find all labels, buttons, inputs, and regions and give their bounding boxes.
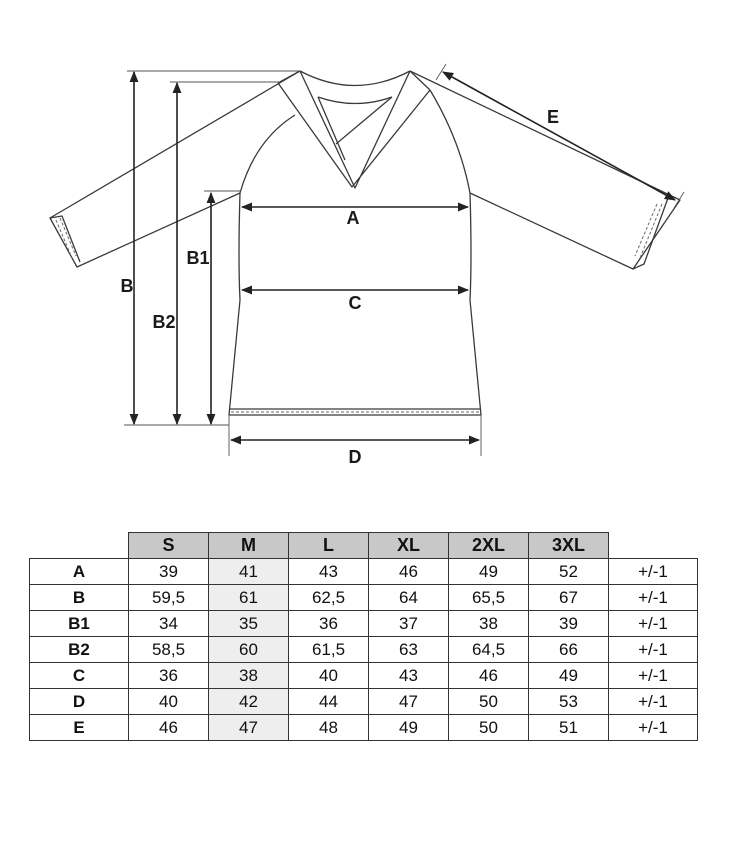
measurement-cell: 58,5 xyxy=(129,637,209,663)
size-header-3XL: 3XL xyxy=(529,533,609,559)
row-label: C xyxy=(30,663,129,689)
left-sleeve xyxy=(50,71,300,267)
measurement-cell: 34 xyxy=(129,611,209,637)
measurement-cell: 41 xyxy=(209,559,289,585)
size-chart-table xyxy=(29,532,698,741)
row-label: A xyxy=(30,559,129,585)
tolerance-cell: +/-1 xyxy=(609,689,698,715)
table-row xyxy=(30,559,698,585)
measurement-cell: 44 xyxy=(289,689,369,715)
measurement-cell: 65,5 xyxy=(449,585,529,611)
row-label: E xyxy=(30,715,129,741)
measurement-cell: 49 xyxy=(529,663,609,689)
tolerance-cell: +/-1 xyxy=(609,559,698,585)
table-row xyxy=(30,585,698,611)
row-label: B2 xyxy=(30,637,129,663)
measurement-cell: 50 xyxy=(449,689,529,715)
size-header-L: L xyxy=(289,533,369,559)
measurement-cell: 36 xyxy=(129,663,209,689)
size-header-XL: XL xyxy=(369,533,449,559)
label-C: C xyxy=(348,293,362,313)
row-label: B xyxy=(30,585,129,611)
measurement-cell: 62,5 xyxy=(289,585,369,611)
measurement-cell: 61 xyxy=(209,585,289,611)
measurement-cell: 39 xyxy=(129,559,209,585)
measurement-cell: 52 xyxy=(529,559,609,585)
size-header-M: M xyxy=(209,533,289,559)
table-row xyxy=(30,689,698,715)
measurement-cell: 67 xyxy=(529,585,609,611)
label-E: E xyxy=(546,107,560,127)
left-raglan-seam xyxy=(240,115,295,193)
size-header-2XL: 2XL xyxy=(449,533,529,559)
measurement-cell: 64 xyxy=(369,585,449,611)
dim-E-line xyxy=(443,72,675,200)
measurement-cell: 51 xyxy=(529,715,609,741)
table-row xyxy=(30,611,698,637)
tolerance-cell: +/-1 xyxy=(609,663,698,689)
measurement-cell: 48 xyxy=(289,715,369,741)
size-header-row xyxy=(30,533,698,559)
neckline-back xyxy=(300,71,410,86)
measurement-cell: 46 xyxy=(449,663,529,689)
measurement-cell: 38 xyxy=(209,663,289,689)
size-table-body xyxy=(30,559,698,741)
label-B2: B2 xyxy=(152,312,176,332)
measurement-cell: 43 xyxy=(289,559,369,585)
measurement-cell: 63 xyxy=(369,637,449,663)
table-row xyxy=(30,715,698,741)
measurement-cell: 46 xyxy=(369,559,449,585)
measurement-cell: 47 xyxy=(209,715,289,741)
table-row xyxy=(30,637,698,663)
tolerance-cell: +/-1 xyxy=(609,715,698,741)
label-D: D xyxy=(348,447,362,467)
label-B: B xyxy=(120,276,134,296)
header-tolerance-blank xyxy=(609,533,698,559)
label-A: A xyxy=(346,208,360,228)
measurement-cell: 36 xyxy=(289,611,369,637)
shirt-outline xyxy=(50,71,680,415)
measurement-cell: 53 xyxy=(529,689,609,715)
measurement-cell: 39 xyxy=(529,611,609,637)
measurement-cell: 49 xyxy=(449,559,529,585)
right-raglan-seam xyxy=(430,90,470,193)
left-cuff-stitch xyxy=(56,218,76,258)
measurement-cell: 50 xyxy=(449,715,529,741)
right-sleeve xyxy=(410,71,680,269)
measurement-cell: 42 xyxy=(209,689,289,715)
measurement-cell: 46 xyxy=(129,715,209,741)
measurement-cell: 43 xyxy=(369,663,449,689)
neckline-inner xyxy=(318,97,392,104)
measurement-cell: 40 xyxy=(129,689,209,715)
table-row xyxy=(30,663,698,689)
measurement-cell: 35 xyxy=(209,611,289,637)
row-label: B1 xyxy=(30,611,129,637)
tolerance-cell: +/-1 xyxy=(609,611,698,637)
measurement-cell: 64,5 xyxy=(449,637,529,663)
measurement-cell: 37 xyxy=(369,611,449,637)
measurement-cell: 66 xyxy=(529,637,609,663)
tolerance-cell: +/-1 xyxy=(609,637,698,663)
header-corner xyxy=(30,533,129,559)
tolerance-cell: +/-1 xyxy=(609,585,698,611)
measurement-cell: 59,5 xyxy=(129,585,209,611)
measurement-cell: 38 xyxy=(449,611,529,637)
row-label: D xyxy=(30,689,129,715)
measurement-cell: 40 xyxy=(289,663,369,689)
measurement-cell: 61,5 xyxy=(289,637,369,663)
v-neck-collar xyxy=(278,71,430,188)
measurement-cell: 49 xyxy=(369,715,449,741)
size-header-S: S xyxy=(129,533,209,559)
measurement-cell: 47 xyxy=(369,689,449,715)
label-B1: B1 xyxy=(186,248,210,268)
measurement-cell: 60 xyxy=(209,637,289,663)
